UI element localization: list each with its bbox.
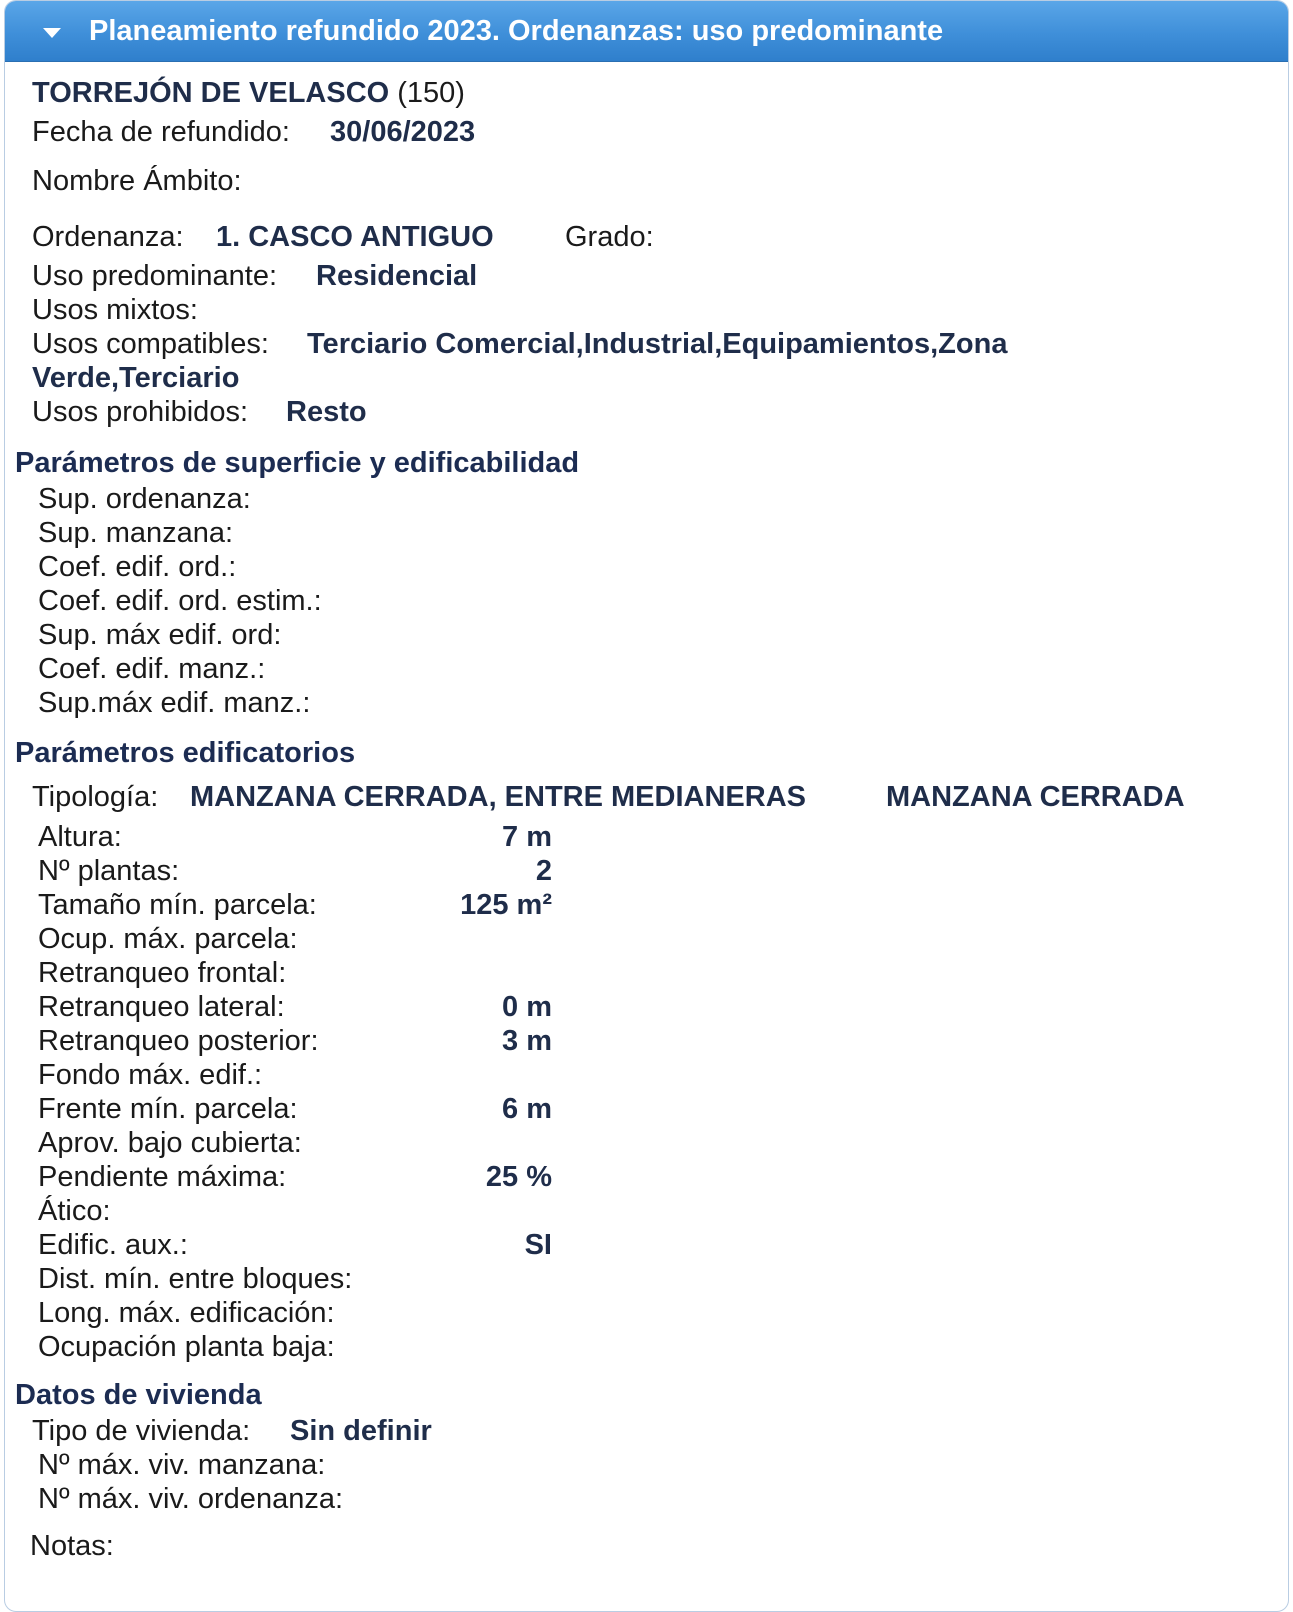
uso-predominante-value: Residencial <box>316 260 478 292</box>
fecha-value: 30/06/2023 <box>330 116 476 148</box>
fecha-label: Fecha de refundido: <box>32 116 290 148</box>
grado-label: Grado: <box>565 221 654 253</box>
param-label: Frente mín. parcela: <box>38 1093 298 1125</box>
param-label: Retranqueo lateral: <box>38 991 285 1023</box>
tipologia-value-1: MANZANA CERRADA, ENTRE MEDIANERAS <box>190 781 806 813</box>
tipo-vivienda-value: Sin definir <box>290 1415 432 1447</box>
param-label: Fondo máx. edif.: <box>38 1059 263 1091</box>
sup-row: Coef. edif. manz.: <box>38 653 266 685</box>
vivienda-row: Nº máx. viv. ordenanza: <box>38 1483 344 1515</box>
panel-title: Planeamiento refundido 2023. Ordenanzas: uso predominante <box>89 14 944 47</box>
param-label: Ático: <box>38 1195 111 1227</box>
sup-row: Coef. edif. ord.: <box>38 551 237 583</box>
param-label: Altura: <box>38 821 122 853</box>
tipo-vivienda-label: Tipo de vivienda: <box>32 1415 251 1447</box>
vivienda-row: Nº máx. viv. manzana: <box>38 1449 326 1481</box>
usos-prohibidos-label: Usos prohibidos: <box>32 396 248 428</box>
edificatorios-heading: Parámetros edificatorios <box>15 737 356 769</box>
param-value: 25 % <box>485 1161 552 1193</box>
sup-row: Sup. ordenanza: <box>38 483 251 515</box>
notas-label: Notas: <box>30 1530 114 1562</box>
ambito-label: Nombre Ámbito: <box>32 165 242 197</box>
param-value: 6 m <box>502 1093 552 1125</box>
sup-row: Coef. edif. ord. estim.: <box>38 585 322 617</box>
tipologia-label: Tipología: <box>32 781 159 813</box>
ordenanza-label: Ordenanza: <box>32 221 184 253</box>
param-label: Ocupación planta baja: <box>38 1331 335 1363</box>
param-label: Retranqueo posterior: <box>38 1025 319 1057</box>
sup-row: Sup. máx edif. ord: <box>38 619 282 651</box>
usos-prohibidos-value: Resto <box>286 396 367 428</box>
param-value: 0 m <box>502 991 552 1023</box>
param-value: 3 m <box>502 1025 552 1057</box>
usos-mixtos-label: Usos mixtos: <box>32 294 198 326</box>
param-label: Tamaño mín. parcela: <box>38 889 317 921</box>
param-label: Long. máx. edificación: <box>38 1297 335 1329</box>
vivienda-heading: Datos de vivienda <box>15 1379 262 1411</box>
sup-row: Sup. manzana: <box>38 517 234 549</box>
param-label: Aprov. bajo cubierta: <box>38 1127 302 1159</box>
param-label: Ocup. máx. parcela: <box>38 923 298 955</box>
param-label: Edific. aux.: <box>38 1229 188 1261</box>
param-label: Nº plantas: <box>38 855 180 887</box>
sup-row: Sup.máx edif. manz.: <box>38 687 311 719</box>
param-label: Pendiente máxima: <box>38 1161 287 1193</box>
usos-compatibles-label: Usos compatibles: <box>32 328 269 360</box>
superficie-heading: Parámetros de superficie y edificabilidad <box>15 447 580 479</box>
param-value: 2 <box>535 855 552 887</box>
param-label: Retranqueo frontal: <box>38 957 287 989</box>
param-label: Dist. mín. entre bloques: <box>38 1263 353 1295</box>
param-value: SI <box>524 1229 552 1261</box>
collapse-caret-icon[interactable] <box>43 28 61 38</box>
tipologia-value-2: MANZANA CERRADA <box>886 781 1185 813</box>
panel-header[interactable] <box>5 1 1288 62</box>
ordenanza-value: 1. CASCO ANTIGUO <box>216 221 494 253</box>
param-value: 7 m <box>502 821 552 853</box>
uso-predominante-label: Uso predominante: <box>32 260 278 292</box>
municipio-line <box>32 76 465 110</box>
param-value: 125 m² <box>460 889 552 921</box>
municipio-name: TORREJÓN DE VELASCO <box>32 77 390 109</box>
usos-compatibles-value-1: Terciario Comercial,Industrial,Equipamientos,Zona <box>307 328 1008 360</box>
municipio-code: (150) <box>397 77 465 109</box>
usos-compatibles-value-2: Verde,Terciario <box>32 362 240 394</box>
